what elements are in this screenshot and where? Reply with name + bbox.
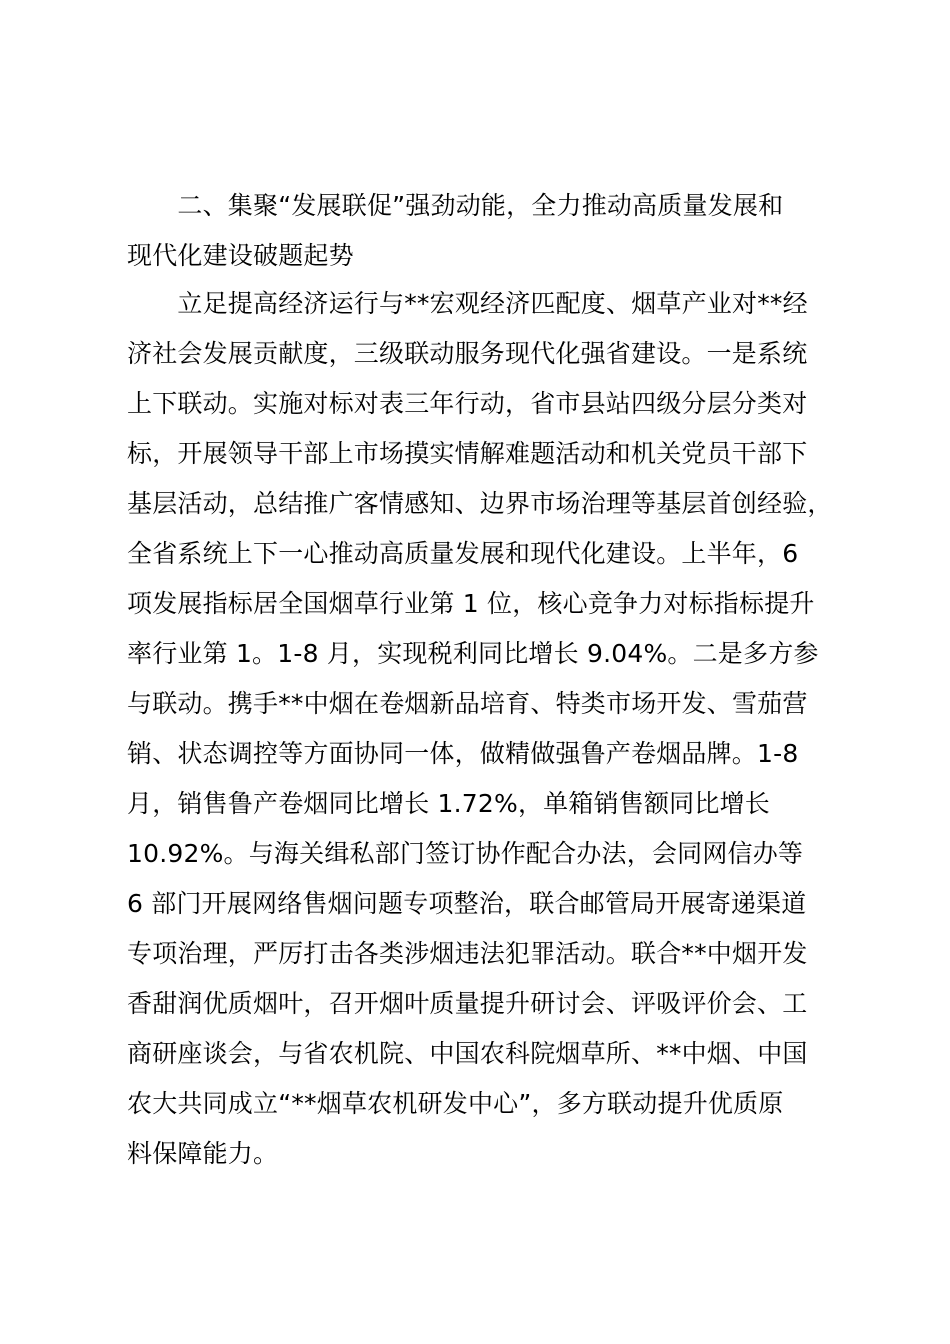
paragraph-line: 与联动。携手**中烟在卷烟新品培育、特类市场开发、雪茄营 (127, 689, 808, 718)
paragraph-line: 立足提高经济运行与**宏观经济匹配度、烟草产业对**经 (127, 289, 808, 318)
paragraph-line: 料保障能力。 (127, 1139, 279, 1168)
paragraph-line: 香甜润优质烟叶，召开烟叶质量提升研讨会、评吸评价会、工 (127, 989, 808, 1018)
heading-line: 二、集聚“发展联促”强劲动能，全力推动高质量发展和 (127, 191, 784, 220)
paragraph-line: 专项治理，严厉打击各类涉烟违法犯罪活动。联合**中烟开发 (127, 939, 808, 968)
paragraph-line: 月，销售鲁产卷烟同比增长 1.72%，单箱销售额同比增长 (127, 789, 770, 818)
body-paragraph (127, 279, 837, 1179)
paragraph-line: 10.92%。与海关缉私部门签订协作配合办法，会同网信办等 (127, 839, 804, 868)
section-heading (127, 181, 837, 281)
paragraph-line: 商研座谈会，与省农机院、中国农科院烟草所、**中烟、中国 (127, 1039, 808, 1068)
paragraph-line: 标，开展领导干部上市场摸实情解难题活动和机关党员干部下 (127, 439, 808, 468)
paragraph-line: 基层活动，总结推广客情感知、边界市场治理等基层首创经验， (127, 489, 833, 518)
paragraph-line: 农大共同成立“**烟草农机研发中心”，多方联动提升优质原 (127, 1089, 784, 1118)
paragraph-line: 济社会发展贡献度，三级联动服务现代化强省建设。一是系统 (127, 339, 808, 368)
heading-line: 现代化建设破题起势 (127, 241, 354, 270)
paragraph-line: 全省系统上下一心推动高质量发展和现代化建设。上半年，6 (127, 539, 799, 568)
paragraph-line: 6 部门开展网络售烟问题专项整治，联合邮管局开展寄递渠道 (127, 889, 807, 918)
paragraph-line: 上下联动。实施对标对表三年行动，省市县站四级分层分类对 (127, 389, 808, 418)
paragraph-line: 项发展指标居全国烟草行业第 1 位，核心竞争力对标指标提升 (127, 589, 815, 618)
paragraph-line: 销、状态调控等方面协同一体，做精做强鲁产卷烟品牌。1-8 (127, 739, 799, 768)
paragraph-line: 率行业第 1。1-8 月，实现税利同比增长 9.04%。二是多方参 (127, 639, 819, 668)
